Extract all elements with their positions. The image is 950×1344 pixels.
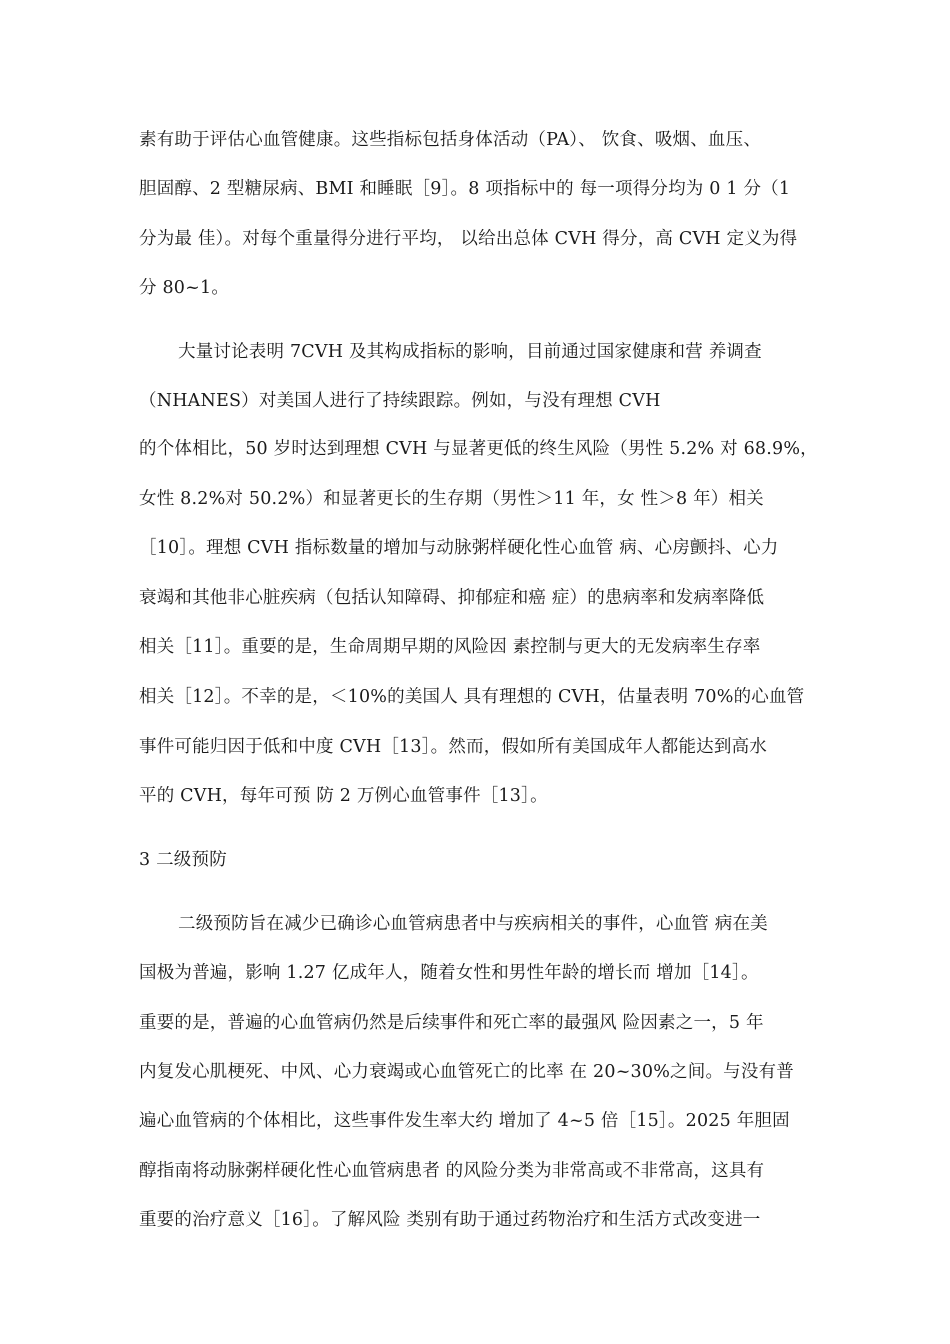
paragraph-2-line-9: 事件可能归因于低和中度 CVH［13］。然而，假如所有美国成年人都能达到高水 (139, 737, 767, 757)
paragraph-2-line-3: 的个体相比，50 岁时达到理想 CVH 与显著更低的终生风险（男性 5.2% 对 68.9%， (139, 439, 818, 459)
paragraph-2-line-10: 平的 CVH，每年可预 防 2 万例心血管事件［13］。 (139, 786, 548, 806)
paragraph-2-line-5: ［10］。理想 CVH 指标数量的增加与动脉粥样硬化性心血管 病、心房颤抖、心力 (139, 538, 779, 558)
paragraph-2-line-6: 衰竭和其他非心脏疾病（包括认知障碍、抑郁症和癌 症）的患病率和发病率降低 (139, 588, 765, 608)
section-heading: 3 二级预防 (139, 850, 227, 870)
paragraph-2-line-1: 大量讨论表明 7CVH 及其构成指标的影响，目前通过国家健康和营 养调查 (178, 342, 762, 362)
paragraph-1-line-1: 素有助于评估心血管健康。这些指标包括身体活动（PA）、 饮食、吸烟、血压、 (139, 130, 762, 150)
paragraph-2-line-4: 女性 8.2%对 50.2%）和显著更长的生存期（男性＞11 年，女 性＞8 年）相关 (139, 489, 764, 509)
paragraph-3-line-6: 醇指南将动脉粥样硬化性心血管病患者 的风险分类为非常高或不非常高，这具有 (139, 1161, 765, 1181)
paragraph-1-line-3: 分为最 佳）。对每个重量得分进行平均， 以给出总体 CVH 得分，高 CVH 定义为得 (139, 229, 798, 249)
paragraph-1-line-4: 分 80~1。 (139, 278, 230, 298)
paragraph-3-line-7: 重要的治疗意义［16］。了解风险 类别有助于通过药物治疗和生活方式改变进一 (139, 1210, 761, 1230)
paragraph-3-line-5: 遍心血管病的个体相比，这些事件发生率大约 增加了 4~5 倍［15］。2025 年胆固 (139, 1111, 790, 1131)
paragraph-3-line-3: 重要的是，普遍的心血管病仍然是后续事件和死亡率的最强风 险因素之一，5 年 (139, 1013, 764, 1033)
paragraph-2-line-7: 相关［11］。重要的是，生命周期早期的风险因 素控制与更大的无发病率生存率 (139, 637, 761, 657)
paragraph-2-line-2: （NHANES）对美国人进行了持续跟踪。例如，与没有理想 CVH (139, 391, 661, 411)
paragraph-2-line-8: 相关［12］。不幸的是，＜10%的美国人 具有理想的 CVH，估量表明 70%的心血管 (139, 687, 805, 707)
paragraph-3-line-1: 二级预防旨在减少已确诊心血管病患者中与疾病相关的事件，心血管 病在美 (178, 914, 768, 934)
paragraph-3-line-2: 国极为普遍，影响 1.27 亿成年人，随着女性和男性年龄的增长而 增加［14］。 (139, 963, 759, 983)
paragraph-1-line-2: 胆固醇、2 型糖尿病、BMI 和睡眠［9］。8 项指标中的 每一项得分均为 0 1 分（1 (139, 179, 791, 199)
paragraph-3-line-4: 内复发心肌梗死、中风、心力衰竭或心血管死亡的比率 在 20~30%之间。与没有普 (139, 1062, 794, 1082)
